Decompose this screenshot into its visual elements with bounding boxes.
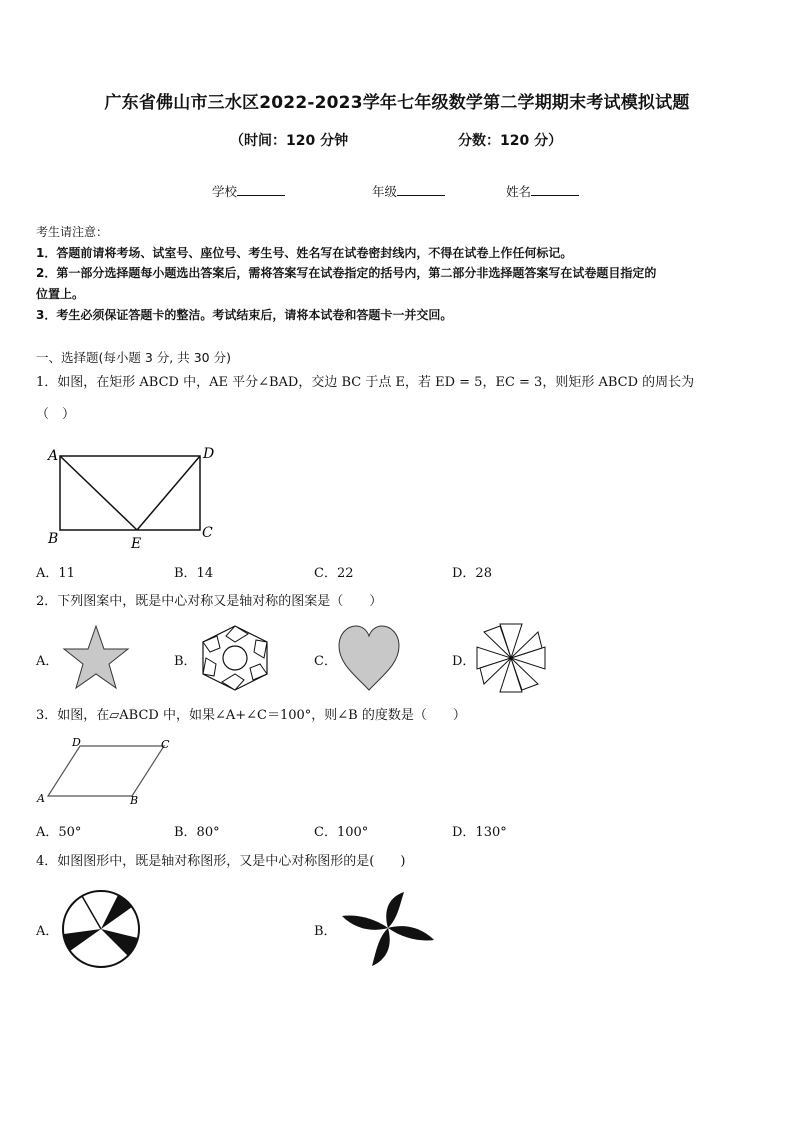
option-a[interactable]: A．50° <box>36 825 82 840</box>
option-b[interactable]: B． <box>314 924 337 939</box>
pinwheel-icon <box>338 888 438 968</box>
page-title: 广东省佛山市三水区2022-2023学年七年级数学第二学期期末考试模拟试题 <box>104 93 690 113</box>
note-item: 1．答题前请将考场、试室号、座位号、考生号、姓名写在试卷密封线内，不得在试卷上作任何标记。 <box>36 246 573 260</box>
label-a: A <box>48 448 59 464</box>
grade-field <box>372 182 445 200</box>
grade-blank <box>397 183 445 196</box>
parallelogram-abcd <box>48 746 164 796</box>
option-b[interactable]: B．80° <box>174 825 220 840</box>
question-1-bracket: （ ） <box>36 407 76 422</box>
option-a[interactable]: A． <box>36 654 59 669</box>
rectangle-abcd <box>60 456 200 530</box>
question-3-text: 3．如图，在▱ABCD 中，如果∠A+∠C＝100°，则∠B 的度数是（ ） <box>36 708 466 723</box>
option-b[interactable]: B． <box>174 654 197 669</box>
school-blank <box>237 183 285 196</box>
label-c: C <box>202 525 213 541</box>
note-item: 3．考生必须保证答题卡的整洁。考试结束后，请将本试卷和答题卡一并交回。 <box>36 308 453 322</box>
note-item: 2．第一部分选择题每小题选出答案后，需将答案写在试卷指定的括号内，第二部分非选择题答案写在试卷题目指定的 <box>36 266 657 280</box>
label-d: D <box>72 736 81 749</box>
option-d[interactable]: D．28 <box>452 566 492 581</box>
question-4-text: 4．如图图形中，既是轴对称图形，又是中心对称图形的是( ) <box>36 854 406 869</box>
triangle-pinwheel-icon <box>474 622 548 694</box>
label-b: B <box>48 531 59 547</box>
option-a[interactable]: A． <box>36 924 59 939</box>
option-d[interactable]: D．130° <box>452 825 507 840</box>
option-c[interactable]: C． <box>314 654 337 669</box>
exam-time: （时间：120 分钟 <box>230 133 349 149</box>
segment-de <box>137 456 200 530</box>
notes-heading: 考生请注意： <box>36 225 109 239</box>
star-icon <box>60 622 132 692</box>
grade-label: 年级 <box>372 184 398 199</box>
option-c[interactable]: C．22 <box>314 566 354 581</box>
note-item: 位置上。 <box>36 287 85 301</box>
circle-sectors-icon <box>60 888 144 970</box>
question-1-text: 1．如图，在矩形 ABCD 中，AE 平分∠BAD，交边 BC 于点 E，若 ED = 5，EC = 3，则矩形 ABCD 的周长为 <box>36 375 695 390</box>
option-c[interactable]: C．100° <box>314 825 369 840</box>
label-d: D <box>203 446 215 462</box>
school-label: 学校 <box>212 184 238 199</box>
option-a[interactable]: A．11 <box>36 566 75 581</box>
exam-score: 分数：120 分） <box>458 133 563 149</box>
school-field <box>212 182 285 200</box>
hexagon-pinwheel-icon <box>198 624 272 692</box>
question-2-text: 2．下列图案中，既是中心对称又是轴对称的图案是（ ） <box>36 594 383 609</box>
option-b[interactable]: B．14 <box>174 566 214 581</box>
segment-ae <box>60 456 137 530</box>
section-heading: 一、选择题(每小题 3 分, 共 30 分) <box>36 350 231 365</box>
parallelogram-figure <box>34 734 184 808</box>
label-c: C <box>161 738 170 751</box>
name-label: 姓名 <box>506 184 532 199</box>
name-blank <box>531 183 579 196</box>
heart-icon <box>336 624 402 692</box>
label-e: E <box>131 536 142 552</box>
name-field <box>506 182 579 200</box>
rectangle-figure <box>40 440 230 552</box>
label-a: A <box>37 792 45 805</box>
label-b: B <box>130 794 139 807</box>
option-d[interactable]: D． <box>452 654 476 669</box>
